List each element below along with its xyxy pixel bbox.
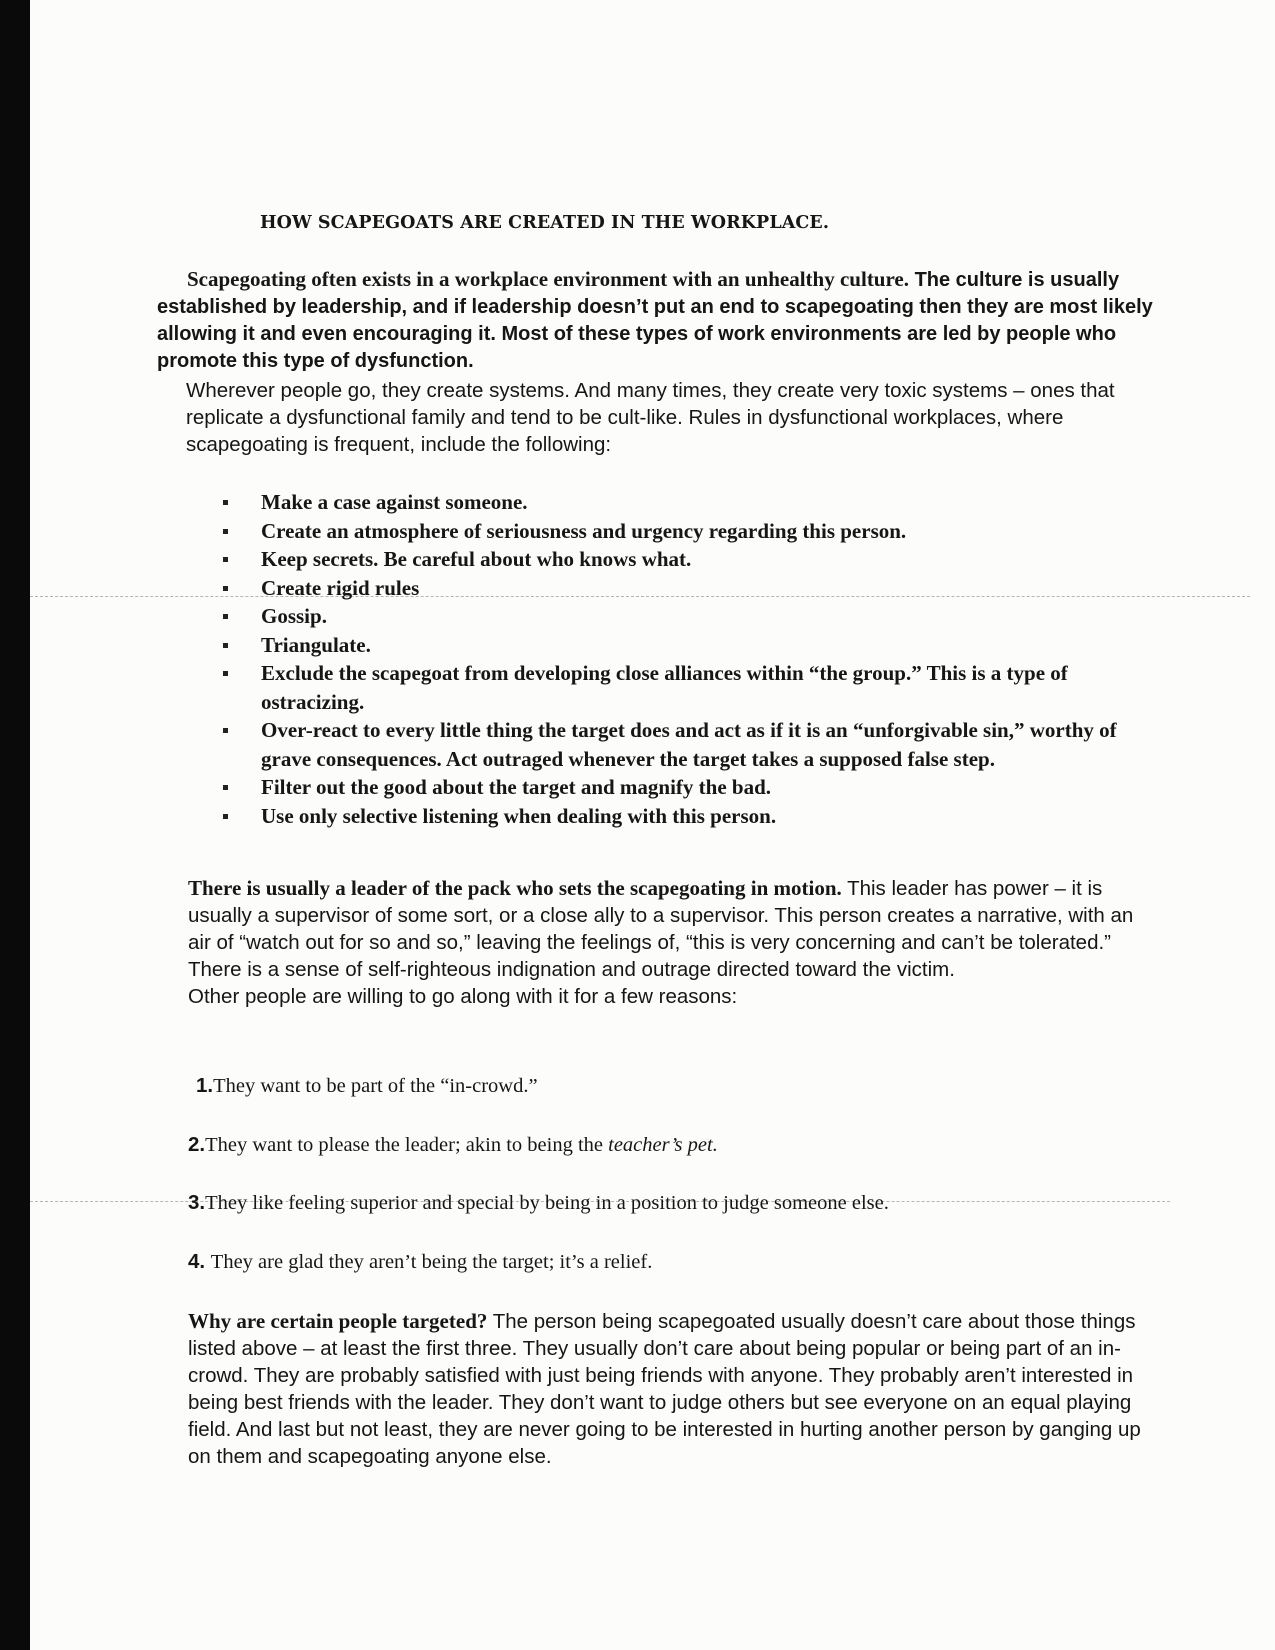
bullet-icon	[223, 671, 228, 676]
intro-rest: The culture is usually established by leadership, and if leadership doesn’t put an end to scapegoating then they are most likely allowing it and even encouraging it. Most of these types of work environments are led by people who promote this type of dysfunction.	[157, 269, 1153, 372]
rules-list	[218, 488, 1148, 830]
reason-item: 3.They like feeling superior and special by being in a position to judge someone else.	[188, 1191, 889, 1214]
intro-lead: Scapegoating often exists in a workplace environment with an unhealthy culture.	[187, 267, 909, 291]
bullet-icon	[223, 586, 228, 591]
leader-followup: Other people are willing to go along with it for a few reasons:	[188, 985, 738, 1008]
list-item: Create an atmosphere of seriousness and urgency regarding this person.	[218, 517, 1148, 546]
leader-rest: This leader has power – it is usually a supervisor of some sort, or a close ally to a supervisor. This person creates a narrative, with an air of “watch out for so and so,” leaving the feelings of, “this is very concerning and can’t be tolerated.” There is a sense of self-righteous indignation and outrage directed toward the victim.	[188, 877, 1134, 981]
systems-paragraph: Wherever people go, they create systems. And many times, they create very toxic systems – ones that replicate a dysfunctional family and tend to be cult-like. Rules in dysfunctional workplaces, where scapegoating is frequent, include the following:	[186, 379, 1115, 456]
reason-item: 1.They want to be part of the “in-crowd.”	[196, 1074, 538, 1097]
intro-paragraph	[157, 266, 1157, 375]
bullet-icon	[223, 500, 228, 505]
list-item: Triangulate.	[218, 631, 1148, 660]
bullet-icon	[223, 814, 228, 819]
scan-edge	[0, 0, 30, 1650]
bullet-icon	[223, 785, 228, 790]
list-item: Use only selective listening when dealing with this person.	[218, 802, 1148, 831]
reason-item: 4. They are glad they aren’t being the target; it’s a relief.	[188, 1250, 653, 1273]
bullet-icon	[223, 643, 228, 648]
reason-item: 2.They want to please the leader; akin to being the teacher’s pet.	[188, 1133, 718, 1156]
document-title: HOW SCAPEGOATS ARE CREATED IN THE WORKPLACE.	[260, 213, 830, 233]
list-item: Filter out the good about the target and magnify the bad.	[218, 773, 1148, 802]
list-item: Keep secrets. Be careful about who knows what.	[218, 545, 1148, 574]
list-item: Make a case against someone.	[218, 488, 1148, 517]
closing-lead: Why are certain people targeted?	[188, 1309, 488, 1333]
closing-rest: The person being scapegoated usually doesn’t care about those things listed above – at least the first three. They usually don’t care about being popular or being part of an in-crowd. They are probably satisfied with just being friends with anyone. They probably aren’t interested in being best friends with the leader. They don’t want to judge others but see everyone on an equal playing field. And last but not least, they are never going to be interested in hurting another person by ganging up on them and scapegoating anyone else.	[188, 1310, 1141, 1468]
list-item: Exclude the scapegoat from developing close alliances within “the group.” This is a type of ostracizing.	[218, 659, 1148, 716]
bullet-icon	[223, 728, 228, 733]
list-item: Gossip.	[218, 602, 1148, 631]
bullet-icon	[223, 529, 228, 534]
bullet-icon	[223, 614, 228, 619]
leader-paragraph	[188, 875, 1148, 1010]
list-item: Create rigid rules	[218, 574, 1148, 603]
leader-lead: There is usually a leader of the pack who sets the scapegoating in motion.	[188, 876, 842, 900]
closing-paragraph	[188, 1308, 1148, 1470]
bullet-icon	[223, 557, 228, 562]
list-item: Over-react to every little thing the target does and act as if it is an “unforgivable sin,” worthy of grave consequences. Act outraged whenever the target takes a supposed false step.	[218, 716, 1148, 773]
